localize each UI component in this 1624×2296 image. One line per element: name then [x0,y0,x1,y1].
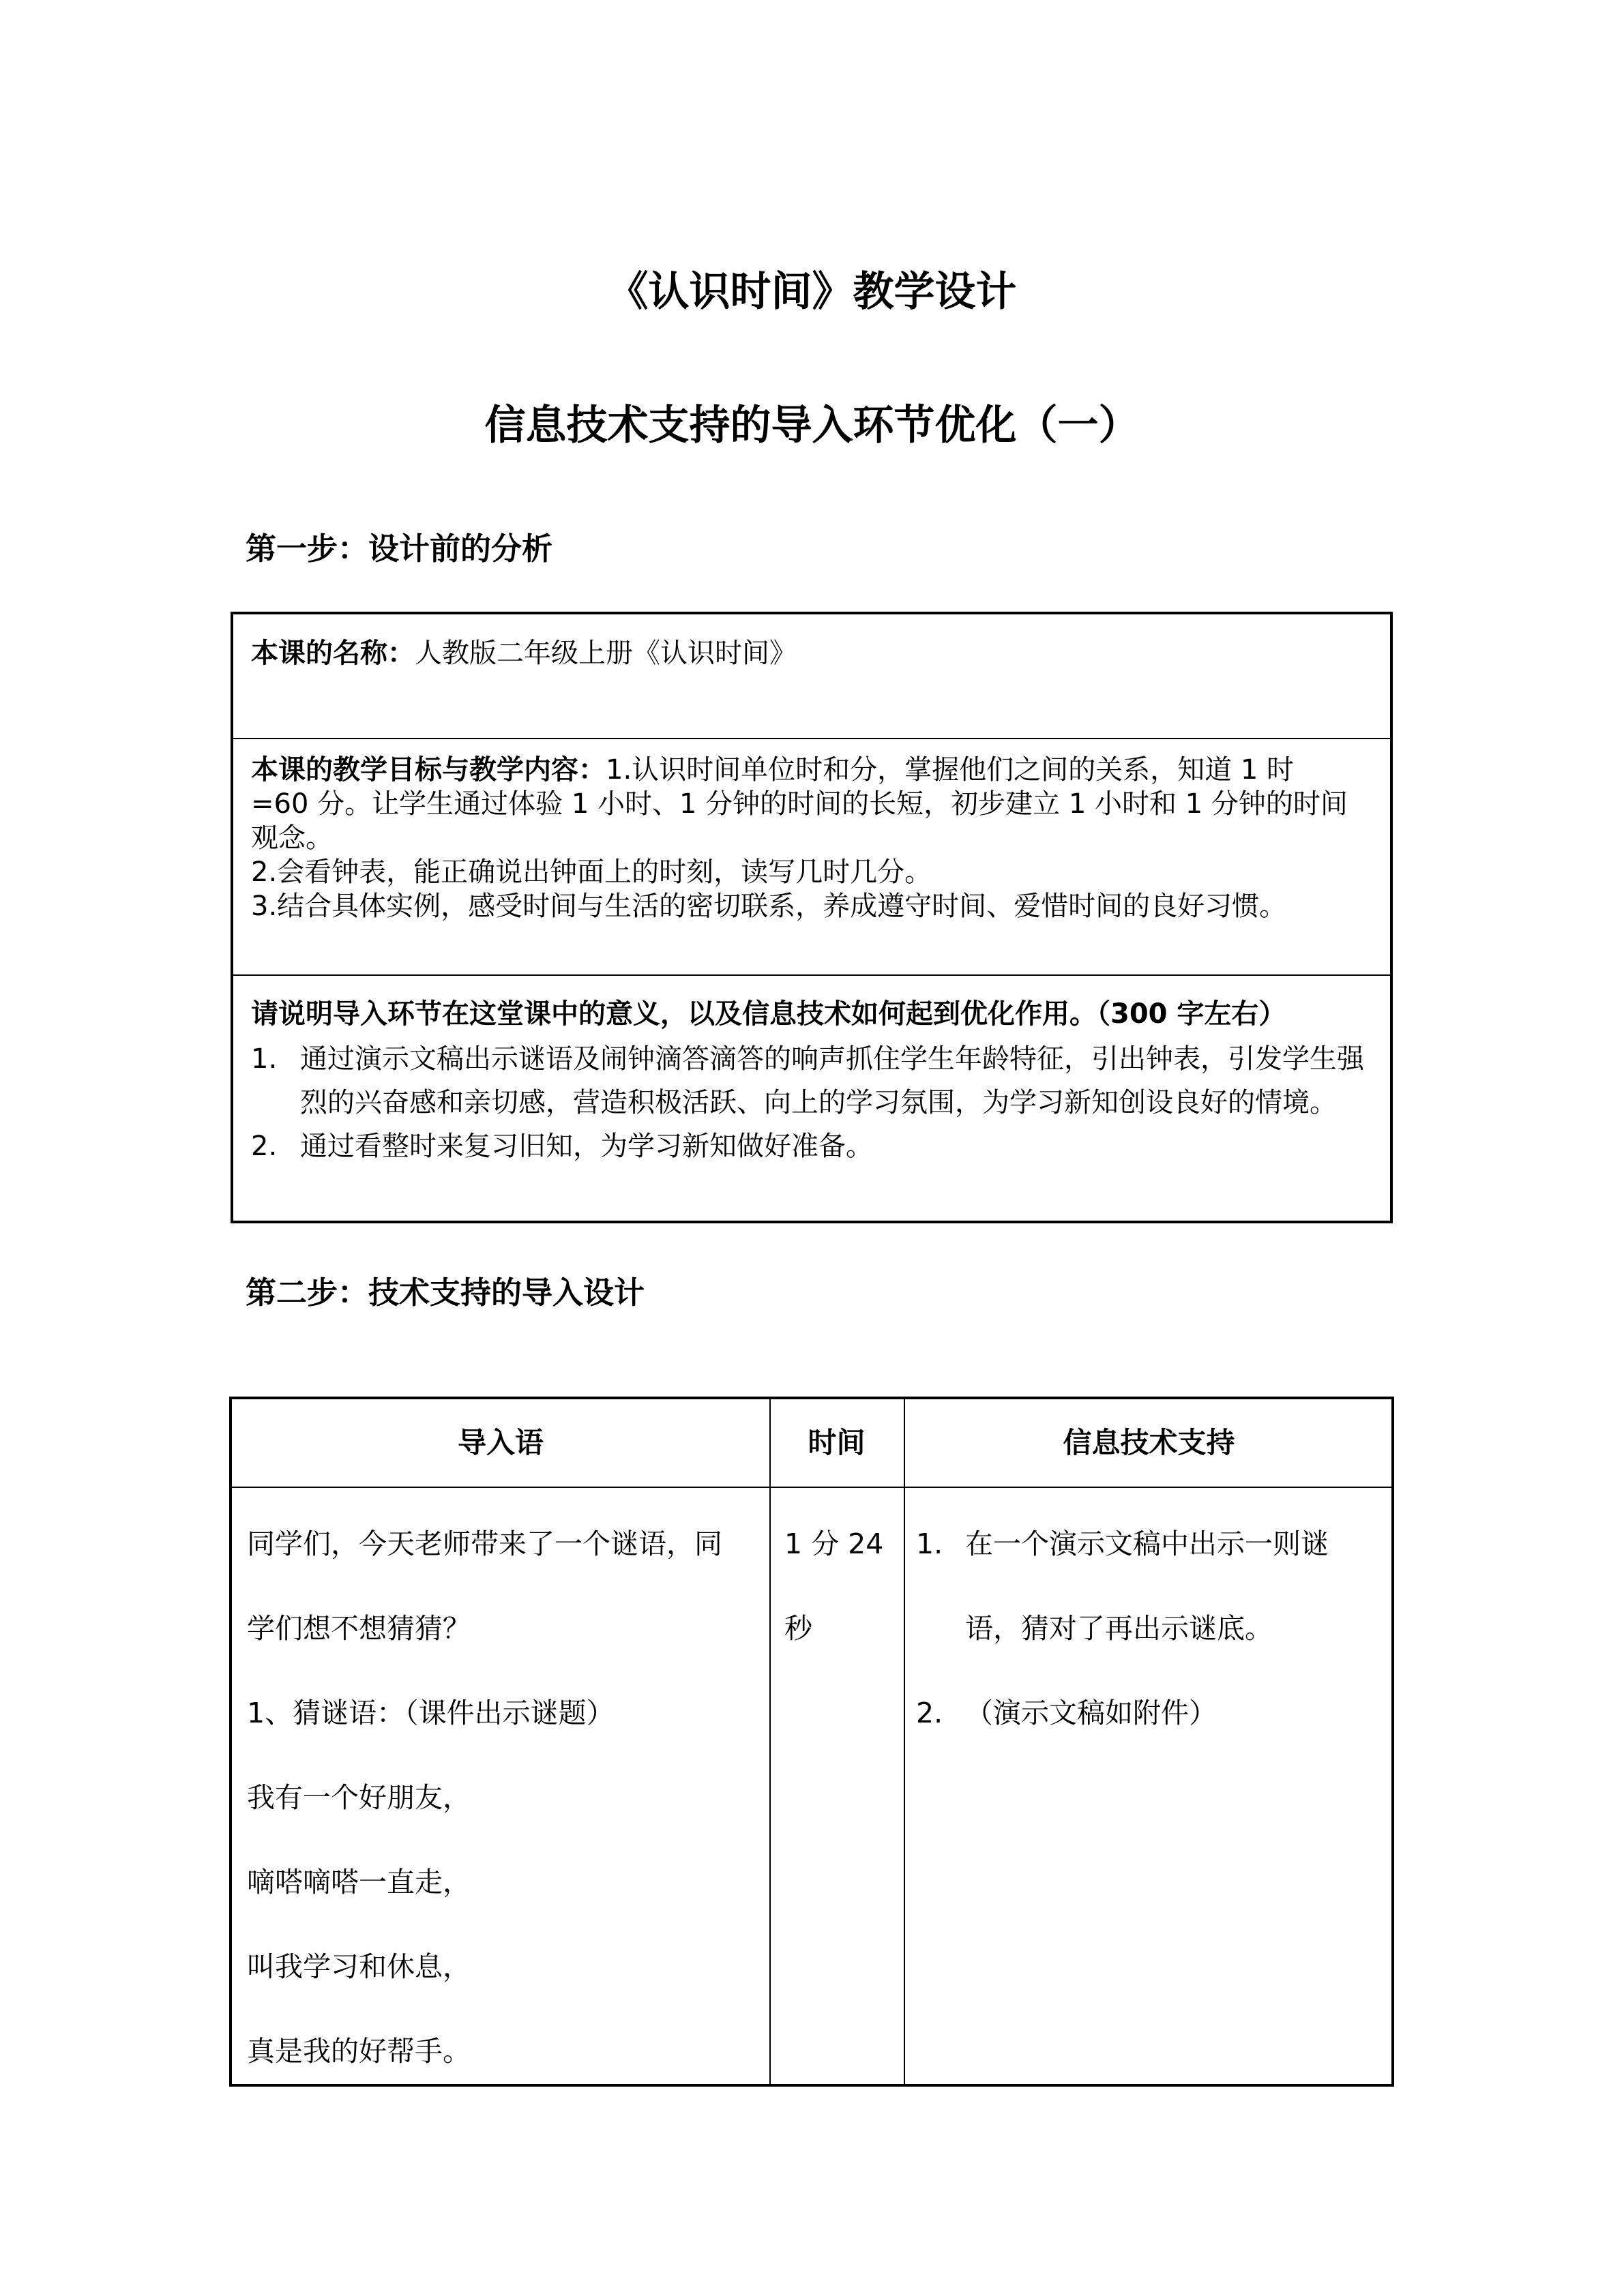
meaning-question: 请说明导入环节在这堂课中的意义，以及信息技术如何起到优化作用。（300 字左右） [251,998,1286,1030]
goals-section [233,739,1390,976]
tech-cell [916,1502,1387,1755]
meaning-item-number: 2. [251,1131,278,1162]
intro-line: 叫我学习和休息， [247,1950,471,1983]
meaning-section [233,976,1390,1221]
step1-heading: 第一步：设计前的分析 [246,531,553,567]
design-table [229,1397,1394,2087]
tech-item-text: 语，猜对了再出示谜底。 [965,1612,1273,1645]
time-line: 1 分 24 [784,1527,884,1560]
intro-line: 真是我的好帮手。 [247,2035,471,2068]
header-time: 时间 [808,1426,866,1459]
analysis-box [231,612,1393,1223]
time-cell [784,1502,900,1671]
meaning-item [251,1124,1372,1168]
goals-label: 本课的教学目标与教学内容： [251,754,606,786]
intro-line: 学们想不想猜猜？ [247,1612,471,1645]
tech-item [916,1671,1387,1755]
document-subtitle: 信息技术支持的导入环节优化（一） [484,402,1140,449]
meaning-item-text: 通过看整时来复习旧知，为学习新知做好准备。 [300,1131,873,1162]
tech-item-number: 2. [916,1697,943,1729]
intro-cell [247,1502,765,2093]
goals-line-2: =60 分。让学生通过体验 1 小时、1 分钟的时间的长短，初步建立 1 小时和 1 分钟的时间 [251,788,1348,820]
meaning-list [251,1037,1372,1168]
step2-heading: 第二步：技术支持的导入设计 [246,1274,645,1311]
goals-line-5: 3.结合具体实例，感受时间与生活的密切联系，养成遵守时间、爱惜时间的良好习惯。 [251,891,1287,922]
time-line: 秒 [784,1612,812,1645]
meaning-item-text: 通过演示文稿出示谜语及闹钟滴答滴答的响声抓住学生年龄特征，引出钟表，引发学生强烈的兴奋感和亲切感，营造积极活跃、向上的学习氛围，为学习新知创设良好的情境。 [300,1043,1364,1118]
lesson-name-value: 人教版二年级上册《认识时间》 [415,638,797,669]
intro-line: 嘀嗒嘀嗒一直走， [247,1866,471,1898]
tech-item-continued [916,1586,1387,1671]
goals-line-3: 观念。 [251,822,333,854]
intro-line: 我有一个好朋友， [247,1781,471,1814]
lesson-name-section [233,614,1390,739]
column-divider [769,1399,771,2084]
header-tech: 信息技术支持 [1063,1426,1235,1459]
lesson-name [251,636,1372,670]
goals-line-1-text: 1.认识时间单位时和分，掌握他们之间的关系，知道 1 时 [606,754,1295,786]
goals-line-1 [251,753,1372,787]
tech-item-text: 在一个演示文稿中出示一则谜 [965,1527,1329,1560]
tech-item-text: （演示文稿如附件） [965,1697,1217,1729]
header-divider [232,1487,1391,1488]
goals-line-4: 2.会看钟表，能正确说出钟面上的时刻，读写几时几分。 [251,856,932,888]
meaning-item [251,1037,1372,1124]
header-intro: 导入语 [457,1426,544,1459]
tech-item [916,1502,1387,1586]
meaning-item-number: 1. [251,1043,278,1075]
intro-line: 1、猜谜语：（课件出示谜题） [247,1697,615,1729]
tech-item-number: 1. [916,1527,943,1560]
document-title: 《认识时间》教学设计 [607,268,1017,316]
intro-line: 同学们，今天老师带来了一个谜语，同 [247,1527,722,1560]
lesson-name-label: 本课的名称： [251,638,415,669]
column-divider [904,1399,905,2084]
